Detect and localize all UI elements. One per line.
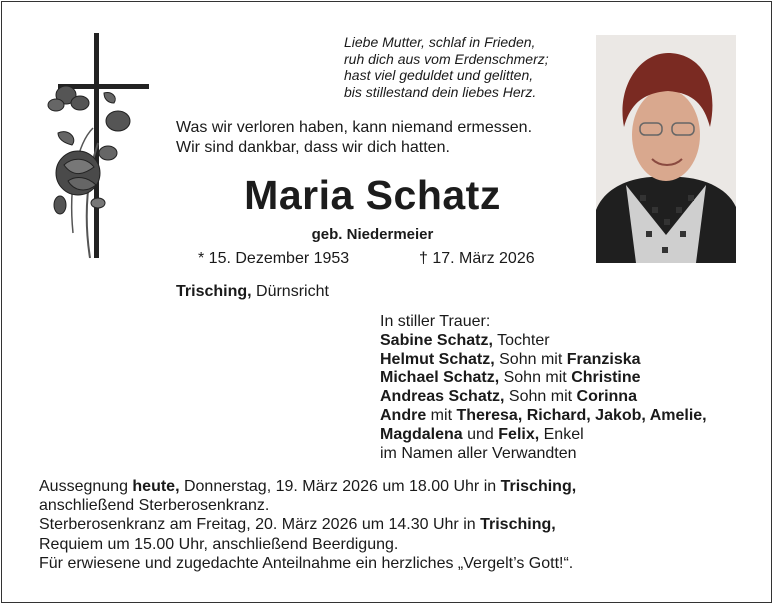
mourner-line: Michael Schatz, Sohn mit Christine (380, 369, 641, 387)
mourner-line: Andre mit Theresa, Richard, Jakob, Amelie, (380, 406, 707, 424)
mourner-line: Helmut Schatz, Sohn mit Franziska (380, 350, 641, 368)
place-rest: Dürnsricht (251, 283, 329, 300)
poem-line: Liebe Mutter, schlaf in Frieden, (344, 34, 536, 50)
notice-line: Sterberosenkranz am Freitag, 20. März 2026 um 14.30 Uhr in Trisching, (39, 516, 556, 534)
mourners-heading: In stiller Trauer: (380, 313, 491, 330)
birth-date: * 15. Dezember 1953 (198, 250, 350, 267)
death-date: † 17. März 2026 (419, 250, 535, 267)
mourners-list (380, 313, 707, 463)
intro-text (176, 118, 532, 158)
place-bold: Trisching, (176, 283, 252, 300)
notice-line: Aussegnung heute, Donnerstag, 19. März 2026 um 18.00 Uhr in Trisching, (39, 478, 577, 495)
mourner-line: Sabine Schatz, Tochter (380, 331, 550, 349)
birth-name: geb. Niedermeier (311, 226, 434, 243)
mourner-name: Sabine Schatz, (380, 331, 493, 349)
intro-line: Wir sind dankbar, dass wir dich hatten. (176, 139, 450, 156)
mourner-name: Magdalena (380, 425, 463, 443)
mourner-name: Michael Schatz, (380, 369, 500, 387)
mourner-name: Andre (380, 406, 427, 424)
deceased-name: Maria Schatz (244, 172, 501, 218)
cross-with-rose-icon (38, 33, 153, 263)
notice-line: Requiem um 15.00 Uhr, anschließend Beerdigung. (39, 535, 399, 553)
mourners-closing: im Namen aller Verwandten (380, 444, 577, 462)
mourner-line: Magdalena und Felix, Enkel (380, 425, 584, 443)
poem (344, 34, 549, 100)
poem-line: hast viel geduldet und gelitten, (344, 67, 534, 83)
intro-line: Was wir verloren haben, kann niemand ermessen. (176, 119, 533, 136)
mourner-name: Helmut Schatz, (380, 350, 495, 368)
portrait-photo (596, 35, 736, 263)
mourner-line: Andreas Schatz, Sohn mit Corinna (380, 388, 637, 406)
mourner-name: Andreas Schatz, (380, 388, 505, 406)
notice-line: Für erwiesene und zugedachte Anteilnahme ein herzliches „Vergelt’s Gott!“. (39, 554, 574, 572)
poem-line: bis stillestand dein liebes Herz. (344, 83, 537, 100)
poem-line: ruh dich aus vom Erdenschmerz; (344, 50, 549, 67)
place (176, 283, 329, 301)
notice-line: anschließend Sterberosenkranz. (39, 497, 270, 515)
service-notice (39, 477, 576, 573)
